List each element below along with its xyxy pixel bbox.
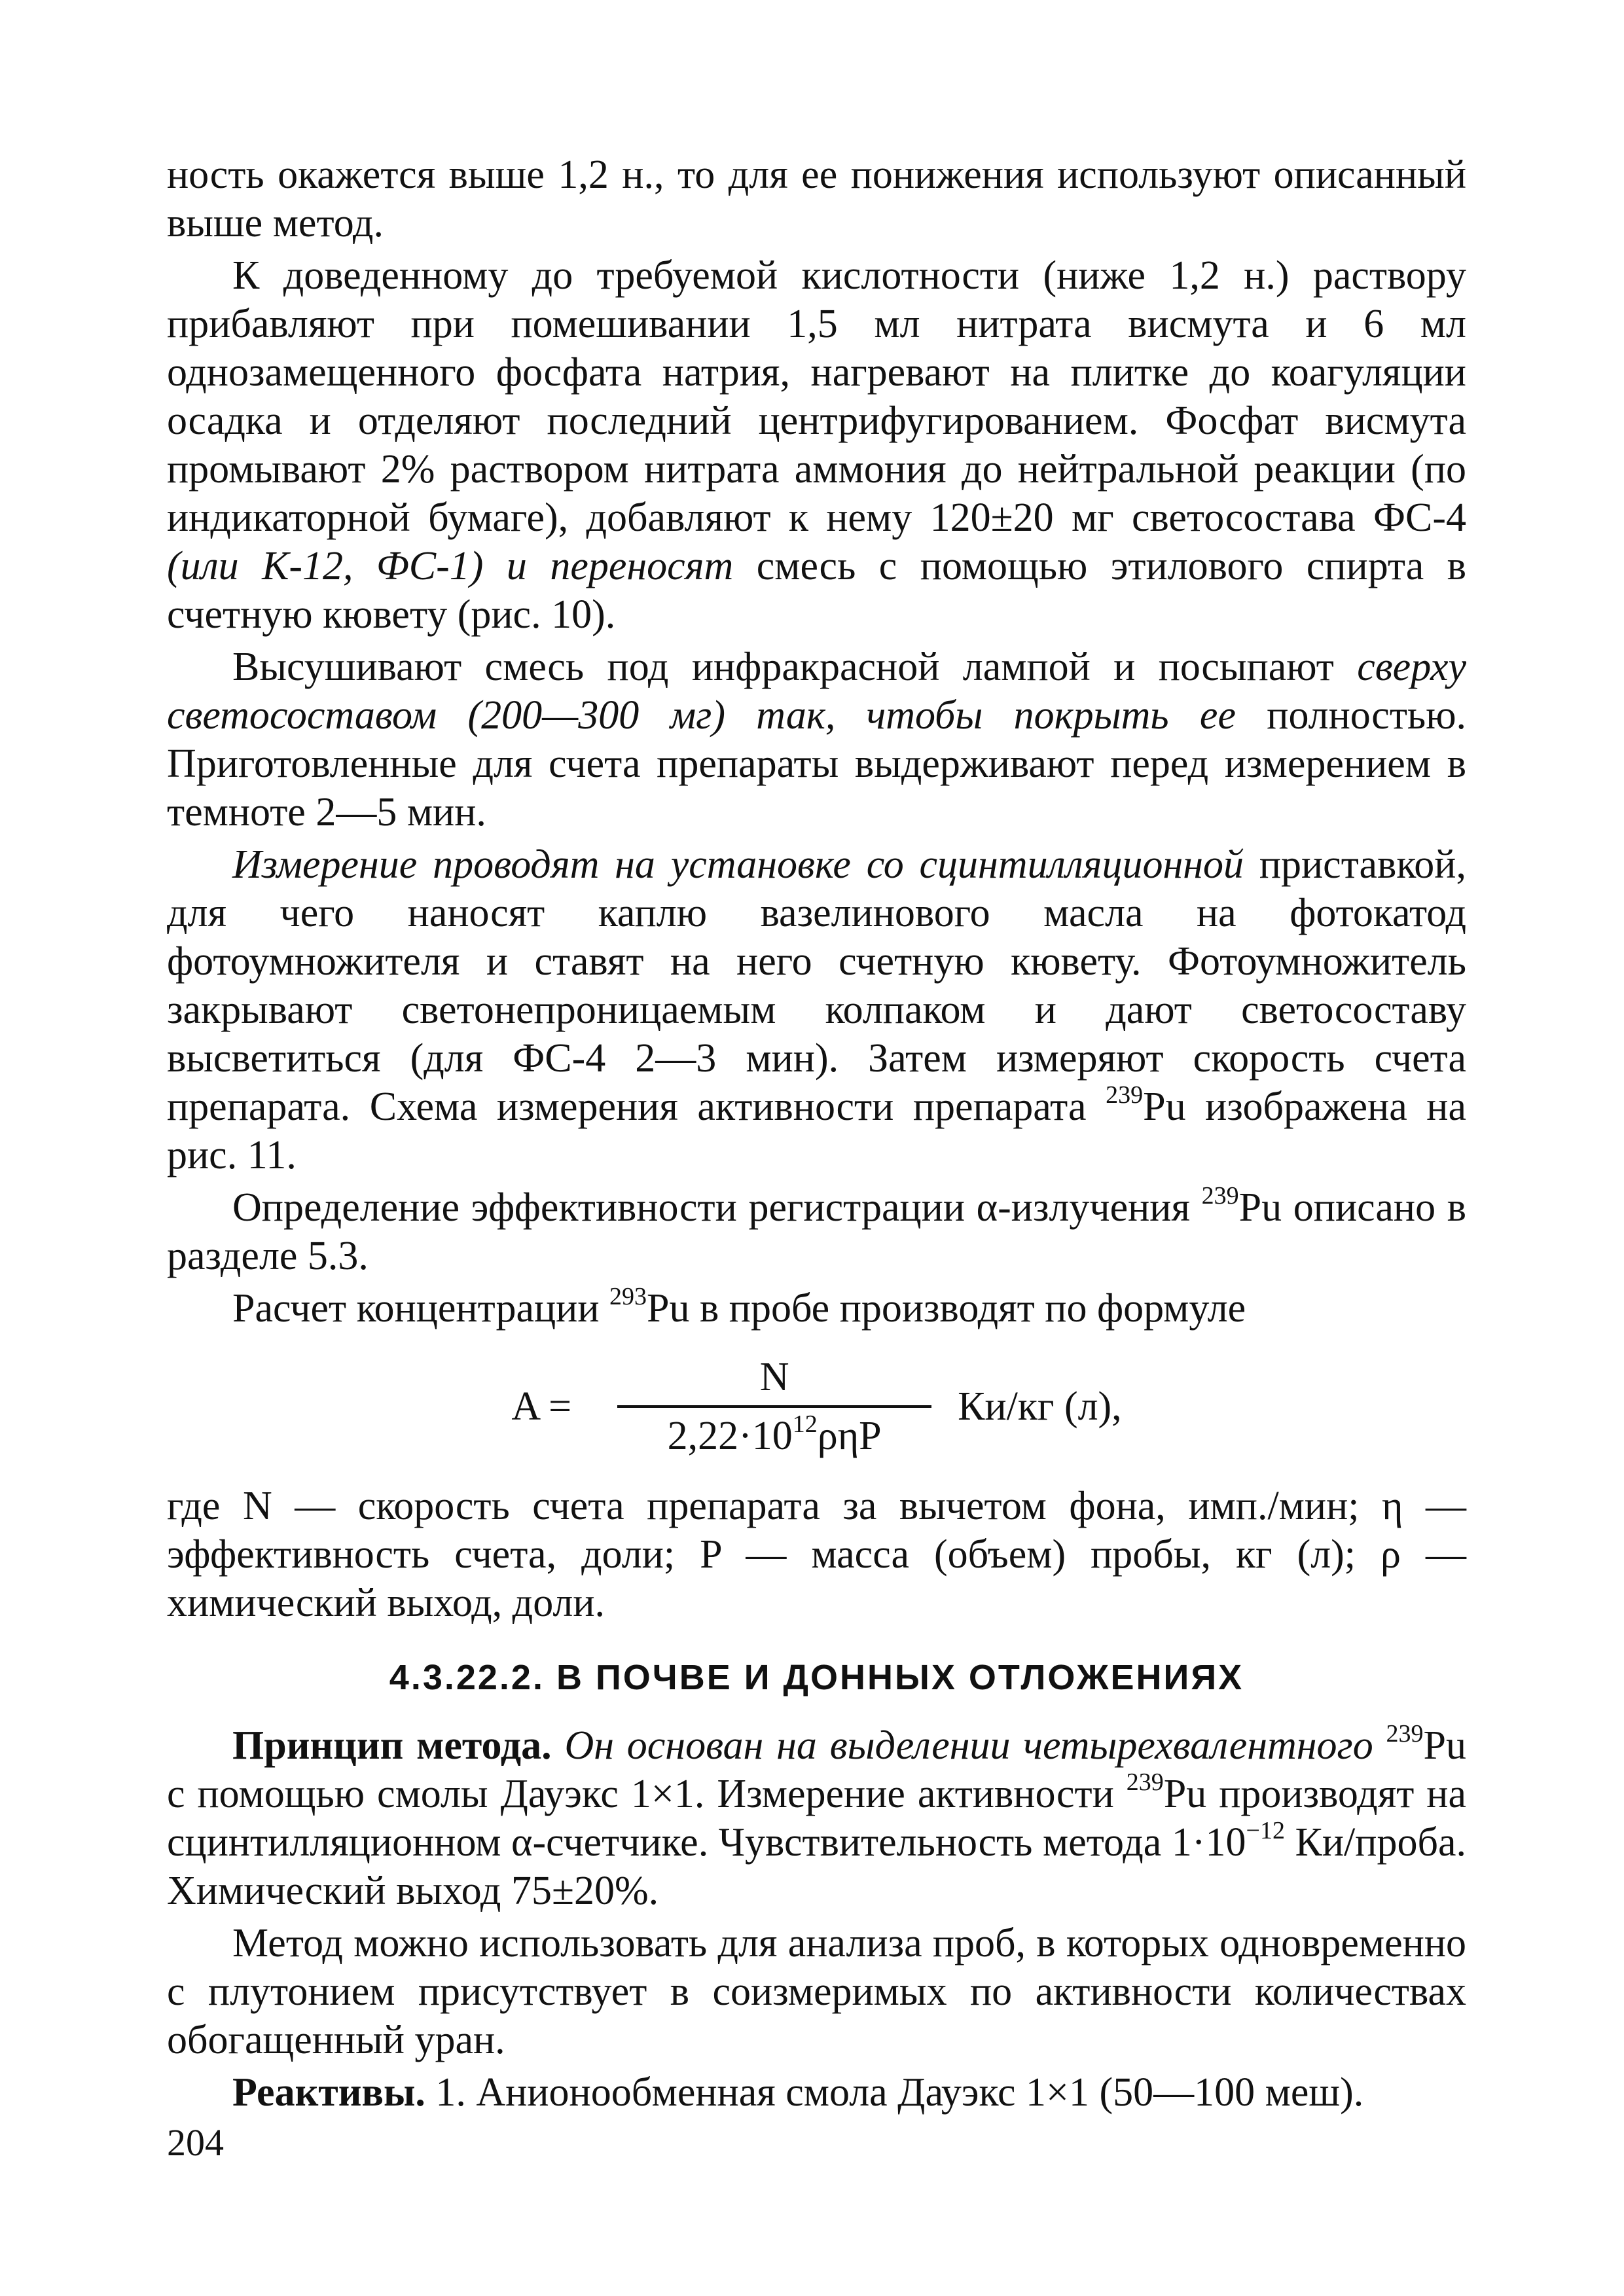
concentration-formula <box>167 1344 1466 1469</box>
section-heading: 4.3.22.2. В ПОЧВЕ И ДОННЫХ ОТЛОЖЕНИЯХ <box>389 1658 1244 1697</box>
paragraph-9: Метод можно использовать для анализа проб, в которых одновременно с плутонием присутствует в соизмеримых по активности количествах обогащенный уран. <box>167 1921 1466 2062</box>
paragraph-2: К доведенному до требуемой кислотности (ниже 1,2 н.) раствору прибавляют при помешивании 1,5 мл нитрата висмута и 6 мл однозамещенного фосфата натрия, нагревают на плитке до коагуляции осадка и отделяют последний центрифугированием. Фосфат висмута промывают 2% раствором нитрата аммония до нейтральной реакции (по индикаторной бумаге), добавляют к нему 120±20 мг светосостава ФС-4 (или К-12, ФС-1) и переносят смесь с помощью этилового спирта в счетную кювету (рис. 10). <box>167 253 1467 637</box>
paragraph-4: Измерение проводят на установке со сцинтилляционной приставкой, для чего наносят каплю вазелинового масла на фотокатод фотоумножителя и ставят на него счетную кювету. Фотоумножитель закрывают светонепроницаемым колпаком и дают светосоставу высветиться (для ФС-4 2—3 мин). Затем измеряют скорость счета препарата. Схема измерения активности препарата $^{239}$Pu изображена на рис. 11. <box>167 842 1466 1177</box>
paragraph-3: Высушивают смесь под инфракрасной лампой и посыпают сверху светосоставом (200—300 мг) так, чтобы покрыть ее полностью. Приготовленные для счета препараты выдерживают перед измерением в темноте 2—5 мин. <box>167 645 1467 834</box>
paragraph-8: Принцип метода. Он основан на выделении четырехвалентного $^{239}$Pu с помощью смолы Дауэкс 1×1. Измерение активности $^{239}$Pu производят на сцинтилляционном α-счетчике. Чувствительность метода $1\cdot 10^{-12}$ Ки/проба. Химический выход 75±20%. <box>167 1720 1467 1913</box>
paragraph-10: Реактивы. 1. Анионообменная смола Дауэкс 1×1 (50—100 меш). <box>232 2070 1364 2115</box>
body-text <box>167 151 1466 2117</box>
paragraph-6: Расчет концентрации $^{293}$Pu в пробе производят по формуле <box>232 1283 1246 1331</box>
page-number: 204 <box>167 2121 224 2164</box>
paragraph-1: ность окажется выше 1,2 н., то для ее понижения используют описанный выше метод. <box>167 152 1466 245</box>
formula-numerator: N <box>759 1355 789 1399</box>
formula-unit: Ки/кг (л), <box>958 1384 1122 1429</box>
formula-denominator: $2,22\cdot 10^{12}\rho\eta P$ <box>667 1410 882 1458</box>
paragraph-7: где N — скорость счета препарата за вычетом фона, имп./мин; η — эффективность счета, доли; P — масса (объем) пробы, кг (л); ρ — химический выход, доли. <box>167 1484 1466 1625</box>
paragraph-5: Определение эффективности регистрации α-излучения $^{239}$Pu описано в разделе 5.3. <box>167 1182 1467 1278</box>
formula-fraction <box>617 1353 931 1460</box>
formula-lhs: A = <box>511 1384 572 1429</box>
